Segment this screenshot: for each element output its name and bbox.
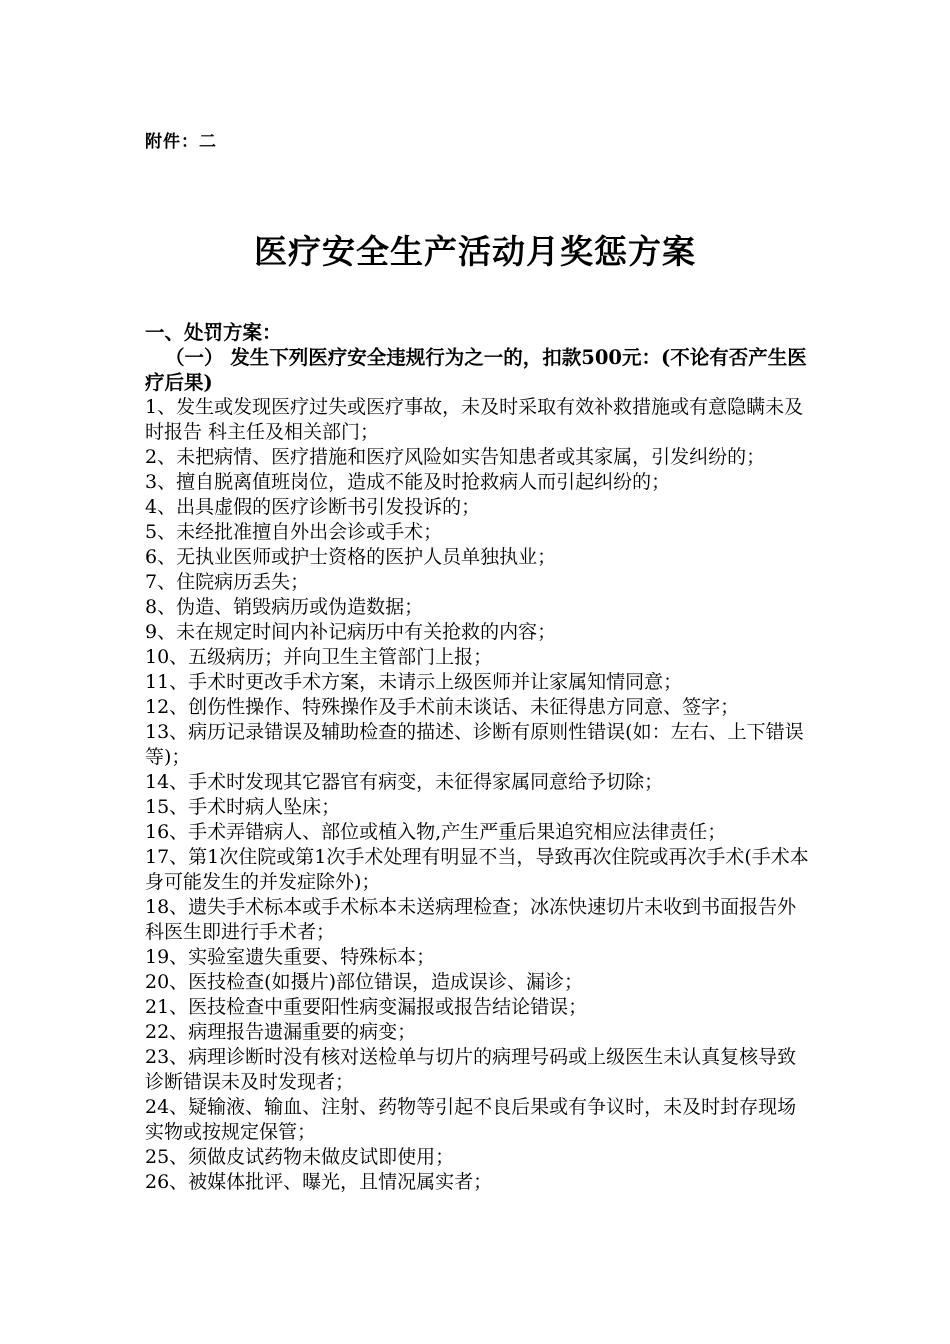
list-item: 25、须做皮试药物未做皮试即使用； [145,1146,455,1168]
list-item: 12、创伤性操作、特殊操作及手术前未谈话、未征得患方同意、签字； [145,696,740,718]
list-item: 17、第1次住院或第1次手术处理有明显不当，导致再次住院或再次手术(手术本身可能发生的并发症除外)； [145,846,809,893]
list-item: 24、疑输液、输血、注射、药物等引起不良后果或有争议时，未及时封存现场实物或按规定保管； [145,1096,797,1143]
list-item: 11、手术时更改手术方案，未请示上级医师并让家属知情同意； [145,671,683,693]
list-item: 22、病理报告遗漏重要的病变； [145,1021,417,1043]
list-item: 1、发生或发现医疗过失或医疗事故，未及时采取有效补救措施或有意隐瞒未及时报告 科主任及相关部门； [145,396,804,443]
list-item: 26、被媒体批评、曝光，且情况属实者； [145,1171,493,1193]
list-item: 18、遗失手术标本或手术标本未送病理检查；冰冻快速切片未收到书面报告外科医生即进行手术者； [145,896,797,943]
list-item: 6、无执业医师或护士资格的医护人员单独执业； [145,546,557,568]
list-item: 23、病理诊断时没有核对送检单与切片的病理号码或上级医生未认真复核导致诊断错误未及时发现者； [145,1046,797,1093]
list-item: 14、手术时发现其它器官有病变，未征得家属同意给予切除； [145,771,664,793]
list-item: 10、五级病历；并向卫生主管部门上报； [145,646,493,668]
document-title: 医疗安全生产活动月奖惩方案 [254,232,696,271]
item-list [145,395,809,1195]
list-item: 3、擅自脱离值班岗位，造成不能及时抢救病人而引起纠纷的； [145,471,671,493]
attachment-label: 附件：二 [145,132,217,152]
list-item: 5、未经批准擅自外出会诊或手术； [145,521,443,543]
list-item: 2、未把病情、医疗措施和医疗风险如实告知患者或其家属，引发纠纷的； [145,446,766,468]
section-heading: 一、处罚方案： [145,321,282,344]
list-item: 19、实验室遗失重要、特殊标本； [145,946,436,968]
sub-heading: （一） 发生下列医疗安全违规行为之一的，扣款500元：(不论有否产生医疗后果) [145,346,807,394]
document-body [145,320,809,1195]
list-item: 13、病历记录错误及辅助检查的描述、诊断有原则性错误(如：左右、上下错误等)； [145,721,804,768]
list-item: 8、伪造、销毁病历或伪造数据； [145,596,424,618]
list-item: 16、手术弄错病人、部位或植入物,产生严重后果追究相应法律责任； [145,821,727,843]
list-item: 9、未在规定时间内补记病历中有关抢救的内容； [145,621,557,643]
list-item: 20、医技检查(如摄片)部位错误，造成误诊、漏诊； [145,971,584,993]
list-item: 4、出具虚假的医疗诊断书引发投诉的； [145,496,481,518]
list-item: 21、医技检查中重要阳性病变漏报或报告结论错误； [145,996,588,1018]
list-item: 7、住院病历丢失； [145,571,310,593]
list-item: 15、手术时病人坠床； [145,796,341,818]
